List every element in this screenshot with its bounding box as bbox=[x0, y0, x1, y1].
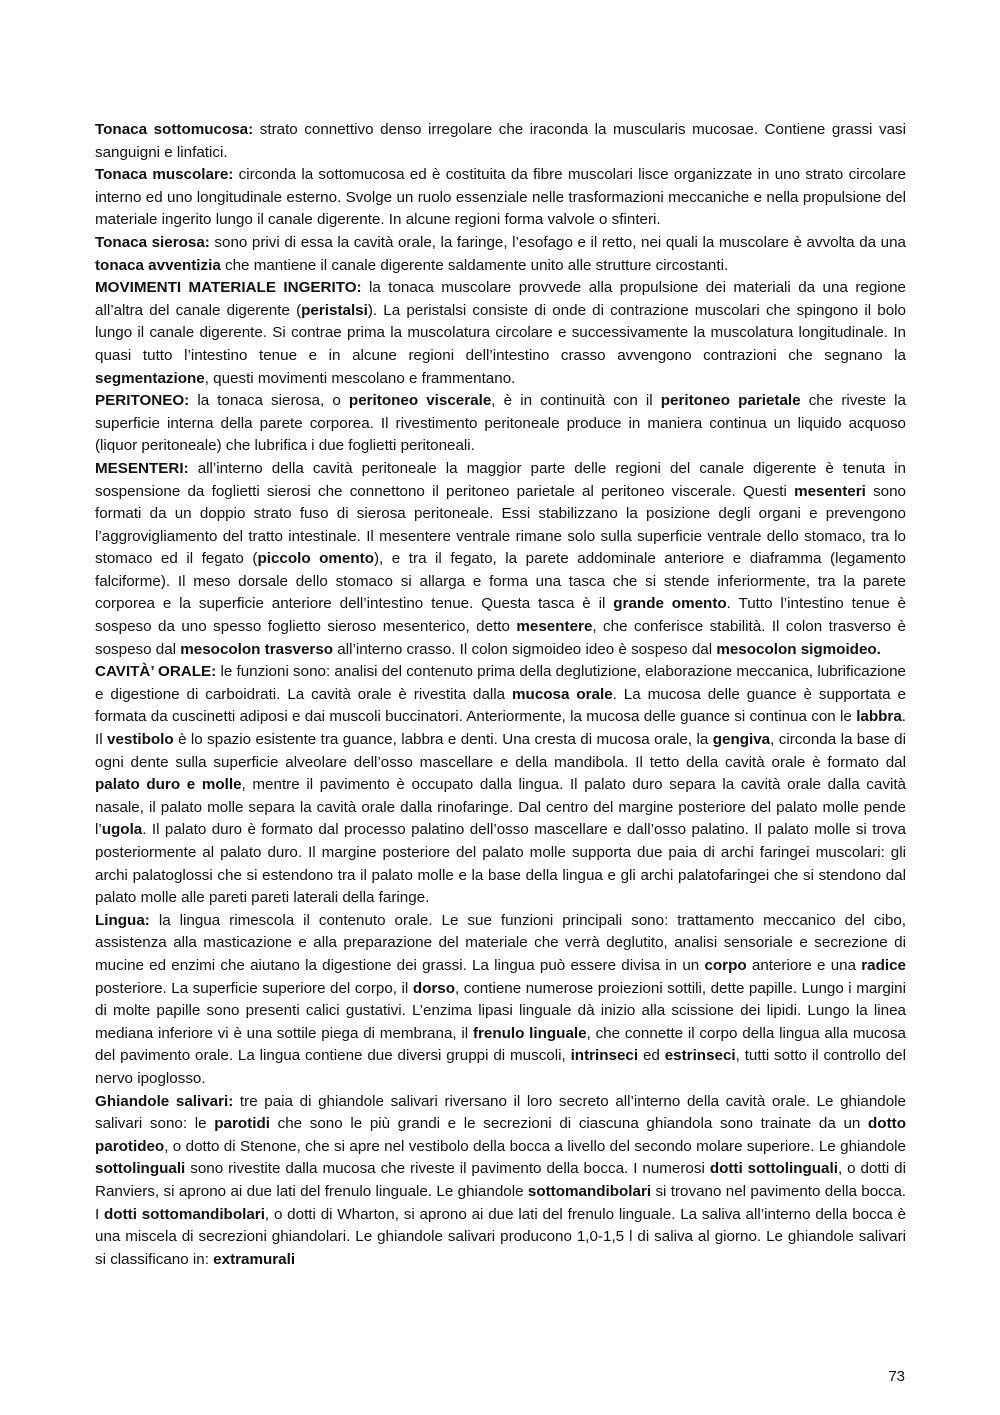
bold-term: grande omento bbox=[613, 595, 727, 613]
paragraph bbox=[95, 910, 906, 1091]
bold-term: ugola bbox=[101, 821, 143, 839]
text-run: le funzioni sono: analisi del contenuto prima della deglutizione, elaborazione meccanica, lubrificazione e digestione di carboidrati. La cavità orale è rivestita dalla bbox=[95, 663, 906, 703]
paragraph bbox=[95, 277, 906, 390]
text-run: la tonaca sierosa, o bbox=[189, 392, 349, 410]
text-run: , questi movimenti mescolano e frammentano. bbox=[204, 369, 516, 387]
bold-term: dotti sottomandibolari bbox=[104, 1205, 265, 1223]
bold-term: labbra bbox=[856, 708, 902, 726]
paragraph bbox=[95, 390, 906, 458]
bold-term: Tonaca muscolare: bbox=[95, 166, 234, 184]
text-run: sono formati da un doppio strato fuso di sierosa peritoneale. Essi stabilizzano la posizione degli organi e prevengono l’aggrovigliamento del tratto intestinale. Il mesentere ventrale rimane solo sulla superficie ventrale dello stomaco, tra lo stomaco ed il fegato ( bbox=[95, 482, 907, 568]
bold-term: sottolinguali bbox=[95, 1160, 186, 1178]
bold-term: mesocolon trasverso bbox=[180, 640, 334, 658]
bold-term: CAVITÀ’ ORALE: bbox=[95, 663, 217, 681]
bold-term: mucosa orale bbox=[512, 685, 613, 703]
text-run: tre paia di ghiandole salivari riversano il loro secreto all’interno della cavità orale. Le ghiandole salivari sono: le bbox=[95, 1092, 906, 1133]
paragraph bbox=[95, 232, 906, 277]
text-run: circonda la sottomucosa ed è costituita da fibre muscolari lisce organizzate in uno strato circolare interno ed uno longitudinale esterno. Svolge un ruolo essenziale nelle trasformazioni meccaniche e nella propulsione del materiale ingerito lungo il canale digerente. In alcune regioni forma valvole o sfinteri. bbox=[95, 166, 906, 229]
bold-term: palato duro e molle bbox=[95, 776, 242, 794]
bold-term: dorso bbox=[412, 979, 456, 997]
text-run: ). La peristalsi consiste di onde di contrazione muscolari che spingono il bolo lungo il canale digerente. Si contrae prima la muscolatura circolare e successivamente la muscolatura longitudinale. In quasi tutto l’intestino tenue e in alcune regioni dell’intestino crasso avvengono contrazioni che segnano la bbox=[95, 301, 906, 364]
paragraph bbox=[95, 1091, 906, 1272]
text-run: , o dotti di Wharton, si aprono ai due lati del frenulo linguale. La saliva all’interno della bocca è una miscela di secrezioni ghiandolari. Le ghiandole salivari producono 1,0-1,5 l di saliva al giorno. Le ghiandole salivari si classificano in: bbox=[95, 1205, 906, 1268]
bold-term: dotto parotideo bbox=[95, 1115, 906, 1155]
bold-term: Tonaca sottomucosa: bbox=[95, 121, 254, 138]
bold-term: mesenteri bbox=[794, 482, 866, 500]
text-run: posteriore. La superficie superiore del corpo, il bbox=[95, 979, 413, 997]
text-run: sono privi di essa la cavità orale, la faringe, l’esofago e il retto, nei quali la muscolare è avvolta da una bbox=[209, 233, 906, 251]
text-run: , o dotto di Stenone, che si apre nel vestibolo della bocca a livello del secondo molare superiore. Le ghiandole bbox=[164, 1137, 906, 1155]
bold-term: segmentazione bbox=[95, 369, 205, 387]
bold-term: MOVIMENTI MATERIALE INGERITO: bbox=[95, 279, 362, 297]
text-run: si trovano nel pavimento della bocca. I bbox=[95, 1182, 906, 1223]
paragraph bbox=[95, 661, 906, 910]
bold-term: sottomandibolari bbox=[527, 1182, 652, 1200]
paragraph bbox=[95, 119, 906, 164]
text-run: , contiene numerose proiezioni sottili, dette papille. Lungo i margini di molte papille sono presenti calici gustativi. L’enzima lipasi linguale dà inizio alla scissione dei lipidi. Lungo la linea mediana inferiore vi è una sottile piega di membrana, il bbox=[95, 979, 906, 1042]
bold-term: parotidi bbox=[214, 1115, 270, 1133]
bold-term: Lingua: bbox=[95, 911, 150, 929]
page-number: 73 bbox=[888, 1368, 905, 1385]
bold-term: mesentere bbox=[516, 618, 593, 636]
text-run: che mantiene il canale digerente saldamente unito alle strutture circostanti. bbox=[220, 256, 729, 274]
bold-term: peritoneo parietale bbox=[660, 392, 801, 410]
body-text bbox=[95, 119, 906, 1271]
text-run: , tutti sotto il controllo del nervo ipoglosso. bbox=[95, 1047, 906, 1087]
text-run: . Tutto l’intestino tenue è sospeso da uno spesso foglietto sieroso mesenterico, detto bbox=[95, 595, 906, 636]
text-run: , che conferisce stabilità. Il colon trasverso è sospeso dal bbox=[95, 618, 906, 658]
bold-term: radice bbox=[861, 956, 906, 974]
bold-term: mesocolon sigmoideo. bbox=[716, 640, 881, 658]
text-run: . Il bbox=[95, 708, 906, 749]
bold-term: estrinseci bbox=[664, 1047, 736, 1065]
bold-term: frenulo linguale bbox=[472, 1024, 587, 1042]
text-run: all’interno crasso. Il colon sigmoideo ideo è sospeso dal bbox=[333, 640, 717, 658]
text-run: la lingua rimescola il contenuto orale. Le sue funzioni principali sono: trattamento meccanico del cibo, assistenza alla masticazione e alla preparazione del materiale che verrà deglutito, analisi sensoriale e secrezione di mucine ed enzimi che aiutano la digestione dei grassi. La lingua può essere divisa in un bbox=[95, 911, 906, 974]
text-run: all’interno della cavità peritoneale la maggior parte delle regioni del canale digerente è tenuta in sospensione da foglietti sierosi che connettono il peritoneo parietale al peritoneo viscerale. Questi bbox=[95, 459, 906, 500]
paragraph bbox=[95, 164, 906, 232]
bold-term: extramurali bbox=[213, 1250, 296, 1268]
text-run: . La mucosa delle guance è supportata e formata da cuscinetti adiposi e dai muscoli buccinatori. Anteriormente, la mucosa delle guance si continua con le bbox=[95, 685, 906, 726]
bold-term: peritoneo viscerale bbox=[348, 392, 492, 410]
text-run: sono rivestite dalla mucosa che riveste il pavimento della bocca. I numerosi bbox=[185, 1160, 710, 1178]
text-run: che riveste la superficie interna della parete corporea. Il rivestimento peritoneale produce in maniera continua un liquido acquoso (liquor peritoneale) che lubrifica i due foglietti peritoneali. bbox=[95, 392, 906, 455]
text-run: , circonda la base di ogni dente sulla superficie alveolare dell’osso mascellare e della mandibola. Il tetto della cavità orale è formato dal bbox=[95, 731, 906, 771]
text-run: . Il palato duro è formato dal processo palatino dell’osso mascellare e dall’osso palatino. Il palato molle si trova posteriormente al palato duro. Il margine posteriore del palato molle supporta due paia di archi faringei muscolari: gli archi palatoglossi che si estendono tra il palato molle e la base della lingua e gli archi palatofaringei che si stendono dal palato molle alle pareti pareti laterali della faringe. bbox=[95, 821, 906, 907]
bold-term: vestibolo bbox=[107, 731, 174, 749]
text-run: , che connette il corpo della lingua alla mucosa del pavimento orale. La lingua contiene due diversi gruppi di muscoli, bbox=[95, 1024, 906, 1065]
text-run: ), e tra il fegato, la parete addominale anteriore e diaframma (legamento falciforme). Il meso dorsale dello stomaco si allarga e forma una tasca che si stende inferiormente, tra la parete corporea e la superficie anteriore dell’intestino tenue. Questa tasca è il bbox=[95, 550, 907, 613]
text-run: la tonaca muscolare provvede alla propulsione dei materiali da una regione all’altra del canale digerente ( bbox=[95, 279, 906, 319]
text-run: , o dotti di Ranviers, si aprono ai due lati del frenulo linguale. Le ghiandole bbox=[95, 1160, 907, 1200]
text-run: strato connettivo denso irregolare che iraconda la muscularis mucosae. Contiene grassi vasi sanguigni e linfatici. bbox=[95, 121, 906, 161]
text-run: è lo spazio esistente tra guance, labbra e denti. Una cresta di mucosa orale, la bbox=[173, 731, 713, 749]
text-run: , è in continuità con il bbox=[491, 392, 661, 410]
text-run: , mentre il pavimento è occupato dalla lingua. Il palato duro separa la cavità orale dalla cavità nasale, il palato molle separa la cavità orale dalla rinofaringe. Dal centro del margine posteriore del palato molle pende l’ bbox=[95, 776, 906, 839]
bold-term: peristalsi bbox=[301, 301, 368, 319]
bold-term: MESENTERI: bbox=[95, 459, 189, 477]
bold-term: piccolo omento bbox=[257, 550, 374, 568]
bold-term: intrinseci bbox=[570, 1047, 639, 1065]
text-run: ed bbox=[638, 1047, 665, 1065]
text-run: anteriore e una bbox=[746, 956, 862, 974]
bold-term: tonaca avventizia bbox=[95, 256, 221, 274]
bold-term: Tonaca sierosa: bbox=[95, 233, 210, 251]
bold-term: corpo bbox=[704, 956, 747, 974]
text-run: che sono le più grandi e le secrezioni di ciascuna ghiandola sono trainate da un bbox=[269, 1115, 869, 1133]
bold-term: dotti sottolinguali bbox=[709, 1160, 838, 1178]
paragraph bbox=[95, 458, 906, 661]
bold-term: Ghiandole salivari: bbox=[95, 1092, 234, 1110]
bold-term: PERITONEO: bbox=[95, 392, 190, 410]
bold-term: gengiva bbox=[712, 731, 771, 749]
